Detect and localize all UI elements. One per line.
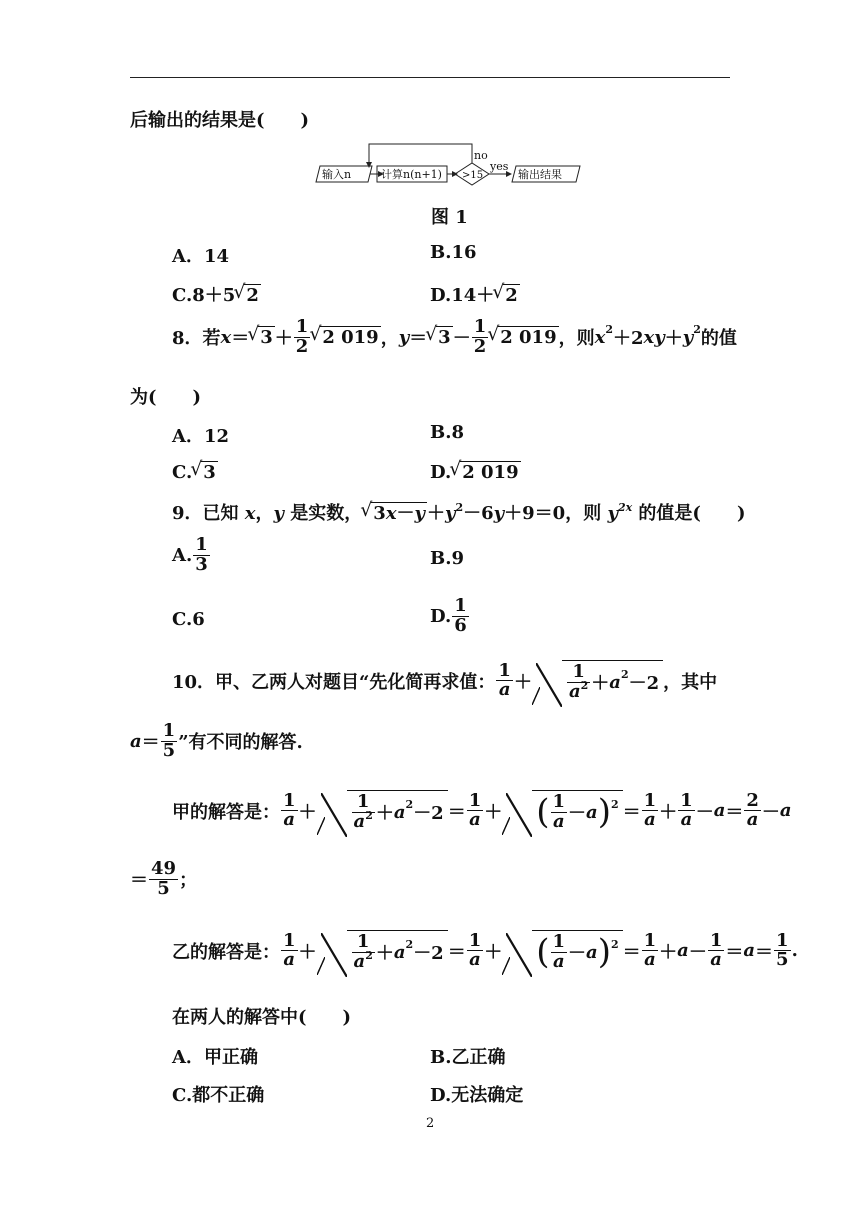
q8-option-d: D.√ 2 019 xyxy=(430,461,521,485)
q7-option-c: C.8＋5√ 2 xyxy=(172,281,261,308)
flowchart-svg xyxy=(312,142,592,188)
q7-option-d: D.14＋√ 2 xyxy=(430,281,520,308)
flow-input-box: 输入n xyxy=(322,168,352,181)
jia-solution: 甲的解答是： $\frac{1}{a}$ ＋ $\frac{1}{a^2}$ ＋ a $^2$ －2 ＝ $\frac{1}{a}$ ＋ ( $\frac{1}{a}$ － a ) $^2$ ＝ $\frac{1}{a}$ ＋ $\frac{1}{a}$ － a ＝ $\frac{2}{a}$ － a xyxy=(172,789,792,833)
yi-solution: 乙的解答是： $\frac{1}{a}$ ＋ $\frac{1}{a^2}$ ＋ a $^2$ －2 ＝ $\frac{1}{a}$ ＋ ( $\frac{1}{a}$ － a ) $^2$ ＝ $\frac{1}{a}$ ＋ a － $\frac{1}{a}$ ＝ a ＝ $\frac{1}{5}$ . xyxy=(172,929,798,973)
jia-result: ＝ $\frac{49}{5}$ ； xyxy=(130,858,198,899)
q9-option-b: B.9 xyxy=(430,548,465,569)
q10-stem-line2: a ＝ $\frac{1}{5}$ ”有不同的解答. xyxy=(130,720,303,761)
flowchart-figure xyxy=(312,142,592,193)
q10-option-a: A．甲正确 xyxy=(172,1047,258,1068)
q7-option-a: A．14 xyxy=(172,246,230,267)
flow-yes-label: yes xyxy=(490,160,509,173)
q9-stem: 9．已知 x，y 是实数，√ $3x-y +y^2-6y+9=0$，则 $y^{2x}$ 的值是( ) xyxy=(172,499,745,526)
flow-compute-box: 计算n(n+1) xyxy=(381,168,442,181)
q8-option-b: B.8 xyxy=(430,422,465,443)
q8-stem: 8．若 x ＝ √ 3 ＋ $\frac{1}{2}$ √ 2 019 ， y ＝ √ 3 － $\frac{1}{2}$ √ 2 019 ，则 x $^2$ ＋2 xy ＋ y $^2$ 的值 xyxy=(172,318,737,357)
flow-decision: >15 xyxy=(462,170,484,181)
q9-option-d: D. $\frac{1}{6}$ xyxy=(430,595,467,636)
q10-option-b: B.乙正确 xyxy=(430,1047,506,1068)
intro-line: 后输出的结果是( ) xyxy=(130,110,310,131)
flow-no-label: no xyxy=(474,149,488,162)
q7-option-b: B.16 xyxy=(430,242,477,263)
q9-option-c: C.6 xyxy=(172,609,205,630)
q10-question: 在两人的解答中( ) xyxy=(172,1007,352,1028)
flow-output-box: 输出结果 xyxy=(518,168,562,181)
q8-option-c: C.√ 3 xyxy=(172,461,218,485)
header-rule xyxy=(130,77,730,78)
q10-stem: 10．甲、乙两人对题目“先化简再求值： $\frac{1}{a}$ ＋ $\frac{1}{a^2}$ ＋ a $^2$ －2 ，其中 xyxy=(172,659,718,702)
q8-option-a: A．12 xyxy=(172,426,230,447)
page-number: 2 xyxy=(426,1116,435,1131)
q9-option-a: A. $\frac{1}{3}$ xyxy=(172,534,208,575)
q8-stem-line2: 为( ) xyxy=(130,387,202,408)
figure-caption: 图 1 xyxy=(431,207,468,228)
q10-option-d: D.无法确定 xyxy=(430,1085,524,1106)
q10-option-c: C.都不正确 xyxy=(172,1085,265,1106)
